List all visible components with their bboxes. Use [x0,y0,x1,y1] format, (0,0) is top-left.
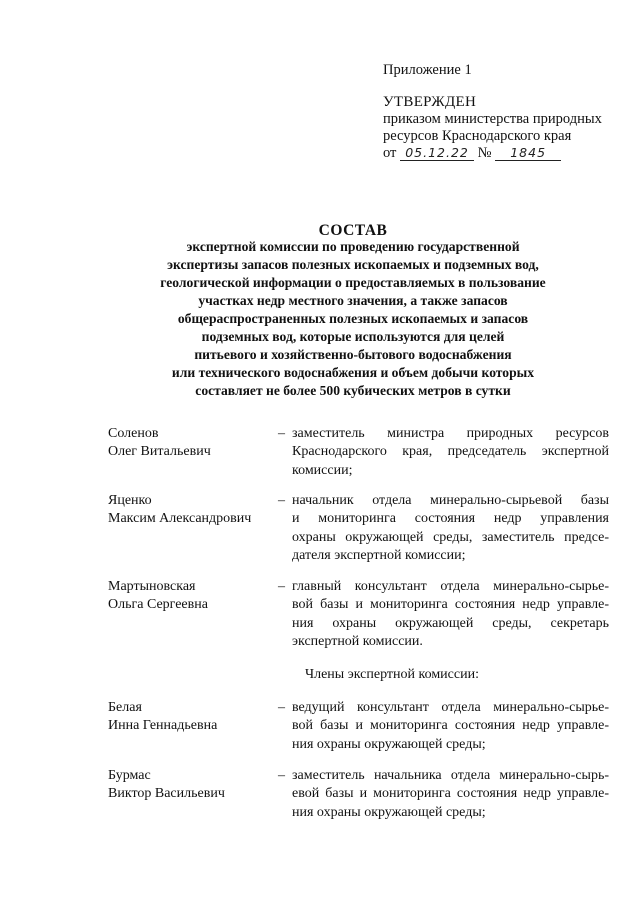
position-line: главный консультант отдела минерально-сырье- [292,579,609,594]
order-line-2: ресурсов Краснодарского края [383,128,572,144]
subtitle-line: подземных вод, которые используются для целей [201,329,505,345]
handwritten-order-number: 1845 [495,145,561,161]
subtitle-line: экспертной комиссии по проведению государственной [186,239,520,254]
position-line: и мониторинга состояния недр управления [292,511,609,527]
position-line: экспертной комиссии. [292,633,423,649]
dash-separator: – [278,700,285,715]
subtitle-line: экспертизы запасов полезных ископаемых и подземных вод, [167,257,539,273]
position-line: ния охраны окружающей среды; [292,736,486,752]
member-name [108,767,283,804]
position-line: комиссии; [292,462,353,478]
member-surname: Соленов [108,426,159,441]
member-name [108,425,283,462]
member-position [292,767,609,822]
subtitle-line: общераспространенных полезных ископаемых и запасов [177,311,529,327]
subtitle-line: питьевого и хозяйственно-бытового водоснабжения [194,347,512,363]
position-line: Краснодарского края, председатель экспертной [292,444,609,460]
approved-label: УТВЕРЖДЕН [383,94,477,110]
document-subtitle [135,238,571,400]
position-line: вой базы и мониторинга состояния недр управле- [292,597,609,613]
members-heading: Члены экспертной комиссии: [305,667,479,682]
position-line: ния охраны окружающей среды; [292,804,486,820]
member-position [292,425,609,480]
position-line: евой базы и мониторинга состояния недр управле- [292,786,609,802]
position-line: заместитель министра природных ресурсов [292,426,609,441]
position-line: ведущий консультант отдела минерально-сырье- [292,700,609,715]
position-line: ния охраны окружающей среды, секретарь [292,615,609,631]
position-line: начальник отдела минерально-сырьевой базы [292,493,609,508]
subtitle-line: участках недр местного значения, а также запасов [198,293,508,309]
member-given-name: Олег Витальевич [108,444,211,460]
subtitle-line: геологической информации о предоставляемых в пользование [160,275,546,291]
appendix-label: Приложение 1 [383,62,472,78]
position-line: охраны окружающей среды, заместитель предсе- [292,529,609,545]
number-label: № [477,145,492,161]
member-position [292,699,609,754]
member-given-name: Ольга Сергеевна [108,597,208,613]
approval-block [383,62,623,162]
member-surname: Бурмас [108,768,151,783]
member-position [292,578,609,651]
order-date-number-line [383,145,623,162]
handwritten-date: 05.12.22 [400,145,474,161]
member-name [108,699,283,736]
subtitle-line: составляет не более 500 кубических метров в сутки [195,383,511,399]
dash-separator: – [278,768,285,783]
member-surname: Яценко [108,493,152,508]
member-surname: Белая [108,700,142,715]
from-label: от [383,145,397,161]
member-given-name: Инна Геннадьевна [108,718,218,734]
dash-separator: – [278,579,285,594]
document-title: СОСТАВ [318,222,388,239]
position-line: дателя экспертной комиссии; [292,547,466,563]
member-given-name: Виктор Васильевич [108,786,225,802]
dash-separator: – [278,493,285,508]
member-name [108,492,283,529]
order-line-1: приказом министерства природных [383,111,602,127]
member-name [108,578,283,615]
position-line: заместитель начальника отдела минерально-сырь- [292,768,609,783]
member-surname: Мартыновская [108,579,196,594]
position-line: вой базы и мониторинга состояния недр управле- [292,718,609,734]
subtitle-line: или технического водоснабжения и объем добычи которых [171,365,535,381]
member-position [292,492,609,565]
dash-separator: – [278,426,285,441]
member-given-name: Максим Александрович [108,511,252,527]
